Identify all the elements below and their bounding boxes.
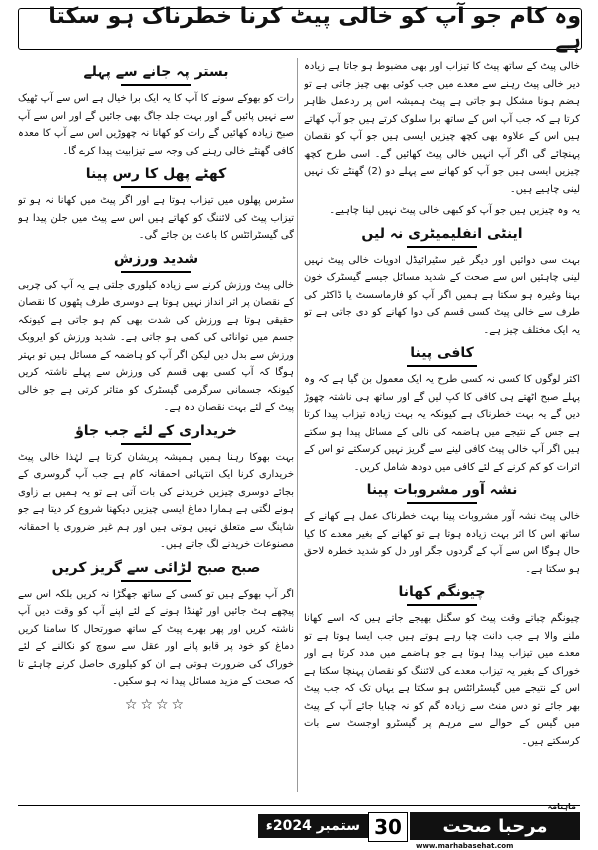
section-heading-anti-inflammatory: اینٹی انفلیمیٹری نہ لیں — [304, 224, 580, 248]
section-heading-shopping: خریداری کے لئے جب جاؤ — [18, 421, 294, 445]
section-paragraph-anti-inflammatory: بہت سی دوائیں اور دیگر غیر سٹیرائیڈل ادویات خالی پیٹ نہیں لینی چاہئیں اس سے صحت کے شدید مسائل جیسے گیسٹرک خون بہنا وغیرہ ہو سکتا ہے ہمیں اگر آپ کو فارماسسٹ یا ڈاکٹر کی طرف سے خالی پیٹ کسی قسم کی دوا کھانے کو دی جاتی ہے تو یہ ایک مختلف چیز ہے۔ — [304, 254, 580, 336]
section-paragraph-coffee: اکثر لوگوں کا کسی نہ کسی طرح یہ ایک معمول بن گیا ہے کہ وہ پہلے صبح اٹھتے ہی کافی کا کپ لیں گے اور ساتھ ہی ناشتہ چھوڑ دیں گے یہ بہت خطرناک ہے کیونکہ یہ بہت زیادہ تیزاب پیدا کرتا ہے جس کے نتیجے میں ہاضمہ کی نالی کے مسائل پیدا ہو سکتے ہیں اگر آپ خالی پیٹ کافی لینے سے گریز نہیں کرسکتے تو اس کے اثرات کو کم کرنے کے لئے کافی میں دودھ شامل کریں۔ — [304, 374, 580, 473]
section-heading-exercise: شدید ورزش — [18, 249, 294, 273]
section-heading-drinks: نشہ آور مشروبات پینا — [304, 480, 580, 504]
section-paragraph-chewing-gum: چیونگم چباتے وقت پیٹ کو سگنل بھیجے جاتے ہیں کہ اسے کھانا ملنے والا ہے جب دانت چبا رہے ہوتے ہیں جب ایسا ہوتا ہے تو معدے میں تیزاب پیدا ہوتا ہے جو ہاضمے میں مدد کرتا ہے اور خوراک کے بغیر یہ تیزاب معدے کی لائننگ کو نقصان پہنچا سکتا ہے اس کے نتیجے میں گیسٹرائٹس ہو سکتا ہے یہاں تک کہ جب پیٹ بھر جائے تو دس منٹ سے زیادہ گم کو نہ چبایا جائے آپ کے پیٹ میں گیس کے حوالے سے مرہم پر گیسٹرو اوجسٹ سے بات کرسکتے ہیں۔ — [304, 613, 580, 747]
section-heading-citrus: کھٹے پھل کا رس پینا — [18, 164, 294, 188]
section-paragraph-exercise: خالی پیٹ ورزش کرنے سے زیادہ کیلوری جلتی ہے یہ آپ کی چربی کے نقصان پر اثر انداز نہیں ہوتا ہے دوسری طرف پٹھوں کا نقصان حقیقی ہوتا ہے ورزش کی شدت بھی کم ہو جاتی ہے کیونکہ جسم میں توانائی کی کمی ہو جاتی ہے۔ شدید ورزش کو ایروبک ورزش سے بدل دیں لیکن اگر آپ کو ہاضمہ کے مسائل ہیں تو بہتر ہوگا کہ آپ کسی بھی قسم کی ورزش سے پہلے ناشتہ کریں کیونکہ جسمانی سرگرمی گیسٹرک کو متاثر کرتی ہے جو خالی پیٹ کے لئے بہت نقصان دہ ہے۔ — [18, 279, 294, 413]
section-paragraph-fighting: اگر آپ بھوکے ہیں تو کسی کے ساتھ جھگڑا نہ کریں بلکہ اس سے پیچھے ہٹ جائیں اور ٹھنڈا ہونے کے لئے اپنے آپ کو وقت دیں آپ ناشتہ کریں اور پھر بھرے پیٹ کے ساتھ صورتحال کا سامنا کریں دماغ کو خود پر قابو پانے اور عقل سے سوچ کو نکالنے کے لئے خوراک کی ضرورت ہوتی ہے ان کو کیلوری حاصل کرنے چاہئے تا کہ صحت کے مزید مسائل پیدا نہ ہو سکیں۔ — [18, 588, 294, 687]
column-divider — [297, 58, 298, 792]
section-heading-chewing-gum: چیونگم کھانا — [304, 582, 580, 606]
page-number: 30 — [368, 812, 408, 842]
section-paragraph-drinks: خالی پیٹ نشہ آور مشروبات پینا بہت خطرناک عمل ہے کھانے کے ساتھ اس کا اثر بہت زیادہ ہوتا ہے تو کھانے کے بغیر معدے کا کیا حال ہوگا اس سے آپ کے گردوں جگر اور دل کو شدید خطرہ لاحق ہو سکتا ہے۔ — [304, 511, 580, 575]
right-column — [304, 58, 580, 792]
magazine-tagline: ماہنامہ — [547, 802, 576, 811]
article-title: وہ کام جو آپ کو خالی پیٹ کرنا خطرناک ہو سکتا ہے — [18, 8, 582, 50]
section-heading-coffee: کافی پینا — [304, 343, 580, 367]
issue-date: ستمبر 2024ء — [258, 814, 368, 838]
intro-paragraph-2: یہ وہ چیزیں ہیں جو آپ کو کبھی خالی پیٹ نہیں لینا چاہیے۔ — [329, 205, 580, 216]
section-paragraph-bedtime: رات کو بھوکے سونے کا آپ کا یہ ایک برا خیال ہے اس سے آپ ٹھیک سے نہیں پائیں گے اور بہت جلد جاگ بھی جائیں گے اور اس سے آپ صبح زیادہ کھائیں گے رات کو کھانا نہ چھوڑیں اس سے آپ کا معدہ کافی گھنٹے خالی رہنے کی وجہ سے تیزابیت پیدا کرے گا۔ — [18, 93, 294, 157]
left-column — [18, 58, 294, 792]
intro-paragraph: خالی پیٹ کے ساتھ پیٹ کا تیزاب اور بھی مضبوط ہو جاتا ہے زیادہ دیر خالی پیٹ رہنے سے معدے میں جب کوئی بھی چیز جاتی ہے تو ہضم ہونا مشکل ہو جاتی ہے پیٹ ہمیشہ اس پر ردعمل ظاہر کرتا ہے کہ جب آپ اس کے ساتھ برا سلوک کرتے ہیں جو آپ کھاتے ہیں اس کے علاوہ بھی کچھ چیزیں ایسی ہیں جو آپ کو نقصان پہنچائے گی اگر آپ انہیں خالی پیٹ کھائیں گے۔ اسی طرح کچھ چیزیں ایسی ہیں جو آپ کو کھانے سے پہلے دو (2) گھنٹے تک نہیں لینی چاہیے ہیں۔ — [304, 61, 580, 195]
section-paragraph-shopping: بہت بھوکا رہنا ہمیں ہمیشہ پریشان کرتا ہے لہٰذا خالی پیٹ خریداری کرنا ایک انتہائی احمقانہ کام ہے جب آپ گروسری کے بجائے دوسری چیزیں خریدنے کی بات آتی ہے تو یہ ہمیں بے زاوی ہونے لگتی ہے ہمارا دماغ ایسی چیزیں دیکھنا شروع کر دیتا ہے جو شاپنگ سے متعلق نہیں ہوتی ہیں اور ہم غیر ضروری یا احمقانہ مصنوعات خریدنے لگ جاتے ہیں۔ — [18, 451, 294, 550]
page-footer — [18, 802, 580, 850]
magazine-logo — [410, 802, 580, 850]
magazine-website: www.marhabasehat.com — [416, 842, 514, 850]
section-heading-bedtime: بستر پہ جانے سے پہلے — [18, 62, 294, 86]
section-heading-fighting: صبح صبح لڑائی سے گریز کریں — [18, 558, 294, 582]
end-stars: ☆☆☆☆ — [124, 696, 188, 713]
section-paragraph-citrus: سٹرس پھلوں میں تیزاب ہوتا ہے اور اگر پیٹ میں کھانا نہ ہو تو تیزاب پیٹ کی لائننگ کو کھاتے ہیں اس سے پیٹ میں جلن پیدا ہو گی گیسٹرائٹس کا باعث بن جائے گی۔ — [18, 195, 294, 241]
magazine-name: مرحبا صحت — [442, 815, 548, 837]
